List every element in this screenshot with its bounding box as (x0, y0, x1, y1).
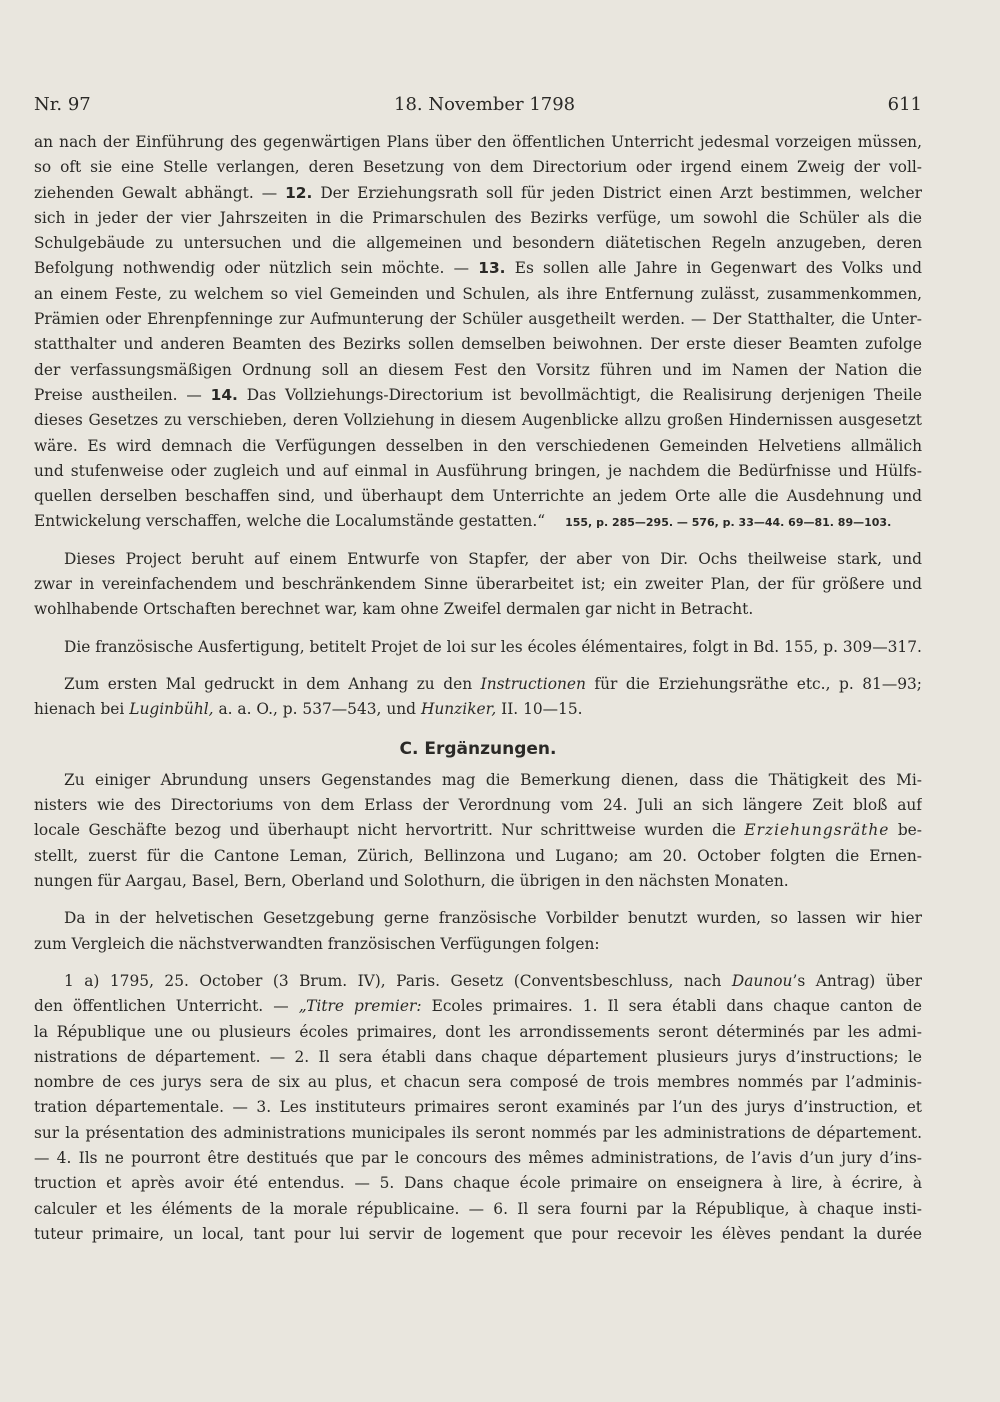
text-line: tuteur primaire, un local, tant pour lui servir de logement que pour recevoir les élèves pendant la durée (34, 1224, 922, 1243)
text-line: — 4. Ils ne pourront être destitués que par le concours des mêmes administrations, de l’avis d’un jury d’ins- (34, 1148, 922, 1167)
text-line: an einem Feste, zu welchem so viel Gemeinden und Schulen, als ihre Entfernung zulässt, zusammenkommen, (34, 284, 922, 303)
text-line: truction et après avoir été entendus. — 5. Dans chaque école primaire on enseignera à lire, à écrire, à (34, 1174, 922, 1193)
text-span: ’s Antrag) über (792, 971, 922, 990)
text-line: la République une ou plusieurs écoles primaires, dont les arrondissements seront déterminés par les admi- (34, 1022, 922, 1041)
text-line: dieses Gesetzes zu verschieben, deren Vollziehung in diesem Augenblicke allzu großen Hindernissen ausgesetzt (34, 411, 922, 430)
text-line (34, 994, 922, 1019)
text-line: stellt, zuerst für die Cantone Leman, Zürich, Bellinzona und Lugano; am 20. October folgten die Ernen- (34, 846, 922, 865)
text-line: wohlhabende Ortschaften berechnet war, kam ohne Zweifel dermalen gar nicht in Betracht. (34, 600, 754, 619)
text-line: Schulgebäude zu untersuchen und die allgemeinen und besondern diätetischen Regeln anzugeben, deren (34, 234, 922, 253)
text-line: tration départementale. — 3. Les instituteurs primaires seront examinés par l’un des jurys d’instruction, et (34, 1098, 922, 1117)
page-number: 611 (887, 94, 922, 115)
italic-title: „Titre premier: (298, 997, 422, 1016)
text-line: Die französische Ausfertigung, betitelt Projet de loi sur les écoles élémentaires, folgt in Bd. 155, p. 309—317. (64, 637, 922, 656)
text-line: nungen für Aargau, Basel, Bern, Oberland und Solothurn, die übrigen in den nächsten Monaten. (34, 872, 789, 891)
text-line: nisters wie des Directoriums von dem Erlass der Verordnung vom 24. Juli an sich längere Zeit bloß auf (34, 796, 922, 815)
text-line: sur la présentation des administrations municipales ils seront nommés par les administrations de département. (34, 1123, 922, 1142)
text-line: Da in der helvetischen Gesetzgebung gerne französische Vorbilder benutzt wurden, so lassen wir hier (64, 909, 922, 928)
text-line: nistrations de département. — 2. Il sera établi dans chaque département plusieurs jurys d’instructions; le (34, 1047, 922, 1066)
text-span: den öffentlichen Unterricht. — (34, 997, 289, 1016)
text-line (34, 672, 922, 697)
text-line: Dieses Project beruht auf einem Entwurfe von Stapfer, der aber von Dir. Ochs theilweise stark, und (64, 549, 922, 568)
text-span: für die Erziehungsräthe etc., p. 81—93; (594, 674, 922, 693)
text-line: calculer et les éléments de la morale républicaine. — 6. Il sera fourni par la République, à chaque insti- (34, 1199, 922, 1218)
document-date: 18. November 1798 (394, 94, 576, 115)
text-span: Preise austheilen. (34, 385, 178, 404)
text-line (34, 697, 922, 722)
text-line: Zu einiger Abrundung unsers Gegenstandes mag die Bemerkung dienen, dass die Thätigkeit des Mi- (64, 770, 922, 789)
text-line: statthalter und anderen Beamten des Bezirks sollen demselben beiwohnen. Der erste dieser Beamten zufolge (34, 335, 922, 354)
text-line: sich in jeder der vier Jahrszeiten in die Primarschulen des Bezirks verfüge, um sowohl die Schüler als die (34, 208, 922, 227)
article-number: 14. (210, 385, 238, 404)
text-line: der verfassungsmäßigen Ordnung soll an diesem Fest den Vorsitz führen und im Namen der Nation die (34, 360, 922, 379)
text-span: II. 10—15. (501, 700, 583, 719)
text-line: nombre de ces jurys sera de six au plus, et chacun sera composé de trois membres nommés par l’adminis- (34, 1073, 922, 1092)
text-span: Das Vollziehungs-Directorium ist bevollmächtigt, die Realisirung derjenigen Theile (246, 385, 922, 404)
italic-title: Instructionen (480, 674, 586, 693)
text-span: 1 a) 1795, 25. October (3 Brum. IV), Paris. Gesetz (Conventsbeschluss, nach (64, 971, 722, 990)
text-line (34, 509, 922, 534)
italic-author: Hunziker, (420, 700, 497, 719)
italic-term: Erziehungsräthe (744, 821, 890, 840)
text-line (34, 818, 922, 843)
text-line: Prämien oder Ehrenpfenninge zur Aufmunterung der Schüler ausgetheilt werden. — Der Statthalter, die Unter- (34, 310, 922, 329)
text-span: a. a. O., p. 537—543, und (218, 700, 417, 719)
text-span: Entwickelung verschaffen, welche die Localumstände gestatten.“ (34, 512, 546, 531)
document-number: Nr. 97 (34, 94, 91, 115)
text-line: Preise austheilen. — 14. Das Vollziehungs-Directorium ist bevollmächtigt, die Realisirung derjenigen Theile (34, 385, 922, 404)
text-line: an nach der Einführung des gegenwärtigen Plans über den öffentlichen Unterricht jedesmal vorzeigen müssen, (34, 133, 922, 151)
text-line: Befolgung nothwendig oder nützlich sein möchte. — 13. Es sollen alle Jahre in Gegenwart des Volks und (34, 259, 922, 278)
section-heading: C. Ergänzungen. (399, 738, 557, 759)
text-line: zwar in vereinfachendem und beschränkendem Sinne überarbeitet ist; ein zweiter Plan, der für größere und (34, 575, 922, 594)
text-line: quellen derselben beschaffen sind, und überhaupt dem Unterrichte an jedem Orte alle die Ausdehnung und (34, 487, 922, 506)
italic-author: Daunou (731, 971, 793, 990)
body-text (34, 130, 922, 1247)
text-span: Befolgung nothwendig oder nützlich sein möchte. (34, 259, 445, 278)
text-span: Es sollen alle Jahre in Gegenwart des Volks und (514, 259, 922, 278)
italic-author: Luginbühl, (129, 700, 214, 719)
text-line: wäre. Es wird demnach die Verfügungen desselben in den verschiedenen Gemeinden Helvetiens allmälich (34, 436, 922, 455)
text-span: ziehenden Gewalt abhängt. (34, 183, 254, 202)
text-span: Der Erziehungsrath soll für jeden District einen Arzt bestimmen, welcher (320, 183, 922, 202)
text-line: und stufenweise oder zugleich und auf einmal in Ausführung bringen, je nachdem die Bedürfnisse und Hülfs- (34, 461, 922, 480)
article-number: 13. (478, 259, 506, 278)
text-span: be- (897, 821, 922, 840)
article-number: 12. (285, 183, 313, 202)
text-line: zum Vergleich die nächstverwandten französischen Verfügungen folgen: (34, 934, 600, 953)
page-header (34, 88, 922, 118)
text-span: Ecoles primaires. 1. Il sera établi dans chaque canton de (431, 997, 922, 1016)
text-line (34, 969, 922, 994)
source-reference: 155, p. 285—295. — 576, p. 33—44. 69—81. 89—103. (565, 516, 892, 530)
text-line: so oft sie eine Stelle verlangen, deren Besetzung von dem Directorium oder irgend einem Zweig der voll- (34, 158, 922, 177)
text-span: Zum ersten Mal gedruckt in dem Anhang zu den (64, 674, 473, 693)
text-span: locale Geschäfte bezog und überhaupt nicht hervortritt. Nur schrittweise wurden die (34, 821, 736, 840)
text-span: hienach bei (34, 700, 125, 719)
text-line: ziehenden Gewalt abhängt. — 12. Der Erziehungsrath soll für jeden District einen Arzt bestimmen, welcher (34, 183, 922, 202)
